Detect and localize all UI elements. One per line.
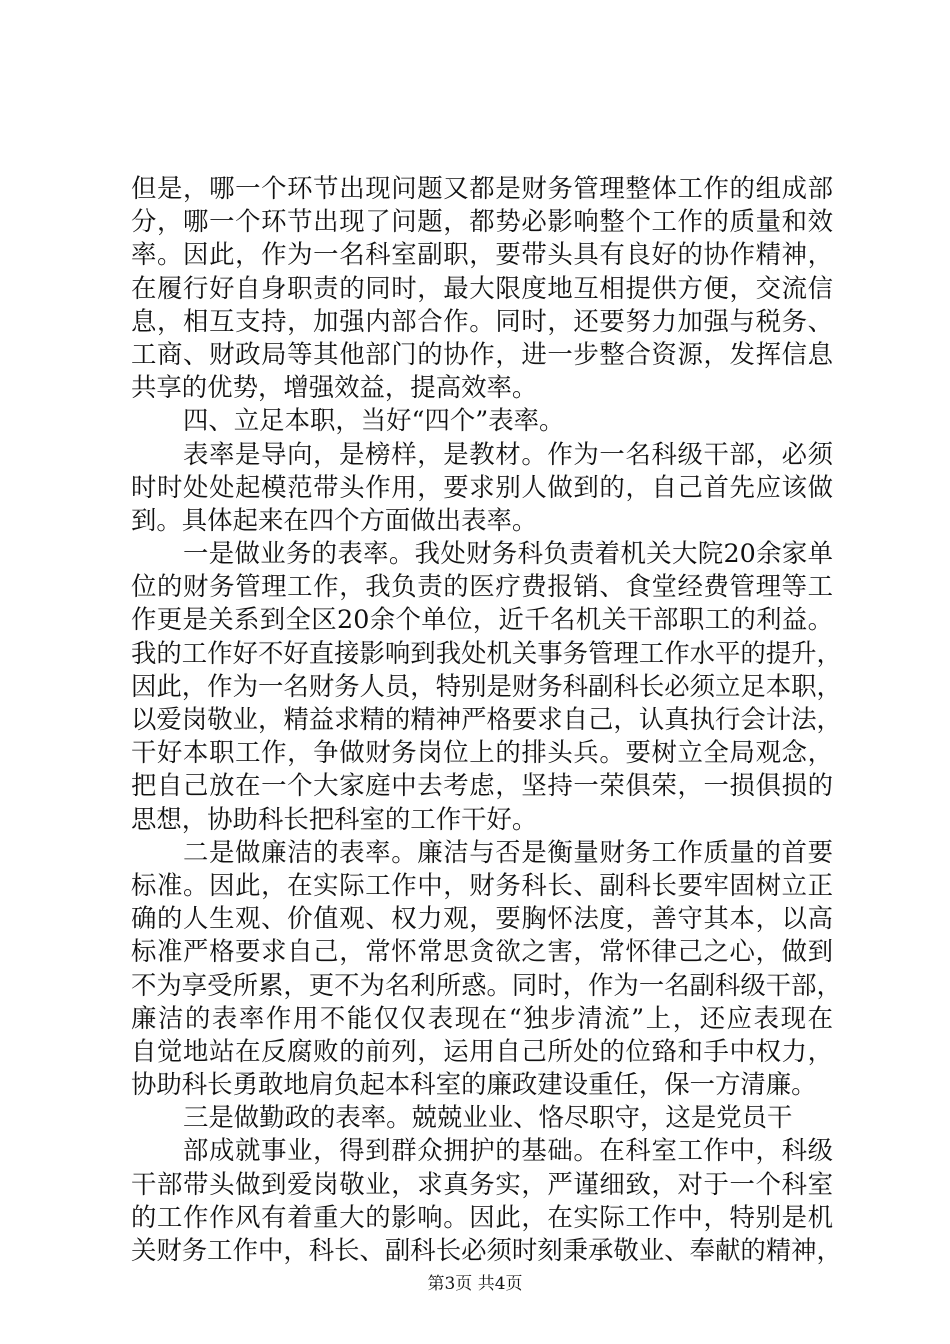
text-line: 表率是导向，是榜样，是教材。作为一名科级干部，必须 [183,438,833,469]
text-line: 关财务工作中，科长、副科长必须时刻秉承敬业、奉献的精神， [131,1235,842,1265]
text-line: 干部带头做到爱岗敬业，求真务实，严谨细致，对于一个科室 [131,1168,833,1199]
text-line: 分，哪一个环节出现了问题，都势必影响整个工作的质量和效 [131,206,833,237]
text-line: 把自己放在一个大家庭中去考虑，坚持一荣俱荣，一损俱损的 [131,770,833,801]
text-line: 三是做勤政的表率。兢兢业业、恪尽职守，这是党员干 [183,1102,793,1133]
text-line: 时时处处起模范带头作用，要求别人做到的，自己首先应该做 [131,471,833,502]
text-line: 位的财务管理工作，我负责的医疗费报销、食堂经费管理等工 [131,571,833,602]
text-line: 息，相互支持，加强内部合作。同时，还要努力加强与税务、 [131,305,833,336]
page-footer: 第3页 共4页 [427,1274,523,1294]
text-line: 部成就事业，得到群众拥护的基础。在科室工作中，科级 [183,1135,833,1166]
text-line: 二是做廉洁的表率。廉洁与否是衡量财务工作质量的首要 [183,836,833,867]
text-line: 到。具体起来在四个方面做出表率。 [131,504,538,535]
text-line: 确的人生观、价值观、权力观，要胸怀法度，善守其本，以高 [131,903,833,934]
text-line: 的工作作风有着重大的影响。因此，在实际工作中，特别是机 [131,1201,833,1232]
text-line: 我的工作好不好直接影响到我处机关事务管理工作水平的提升， [131,637,842,668]
text-line: 协助科长勇敢地肩负起本科室的廉政建设重任，保一方清廉。 [131,1069,817,1100]
text-line: 以爱岗敬业，精益求精的精神严格要求自己，认真执行会计法， [131,704,842,734]
text-line: 不为享受所累，更不为名利所惑。同时，作为一名副科级干部， [131,969,842,1000]
text-line: 自觉地站在反腐败的前列，运用自己所处的位臵和手中权力， [131,1035,833,1066]
text-line: 率。因此，作为一名科室副职，要带头具有良好的协作精神， [131,239,833,270]
text-line: 干好本职工作，争做财务岗位上的排头兵。要树立全局观念， [131,737,833,768]
text-line: 思想，协助科长把科室的工作干好。 [131,803,538,834]
text-line: 在履行好自身职责的同时，最大限度地互相提供方便，交流信 [131,272,833,303]
text-line: 廉洁的表率作用不能仅仅表现在“独步清流”上，还应表现在 [131,1002,833,1033]
text-line: 工商、财政局等其他部门的协作，进一步整合资源，发挥信息 [131,338,833,369]
text-line: 四、立足本职，当好“四个”表率。 [183,405,565,436]
text-line: 作更是关系到全区20余个单位，近千名机关干部职工的利益。 [131,604,833,635]
body-text [131,172,842,1267]
text-line: 一是做业务的表率。我处财务科负责着机关大院20余家单 [183,538,833,569]
text-line: 标准。因此，在实际工作中，财务科长、副科长要牢固树立正 [131,869,833,900]
text-line: 因此，作为一名财务人员，特别是财务科副科长必须立足本职， [131,670,842,701]
text-line: 但是，哪一个环节出现问题又都是财务管理整体工作的组成部 [131,173,833,203]
text-line: 标准严格要求自己，常怀常思贪欲之害，常怀律己之心，做到 [131,936,833,967]
text-line: 共享的优势，增强效益，提高效率。 [131,372,538,403]
